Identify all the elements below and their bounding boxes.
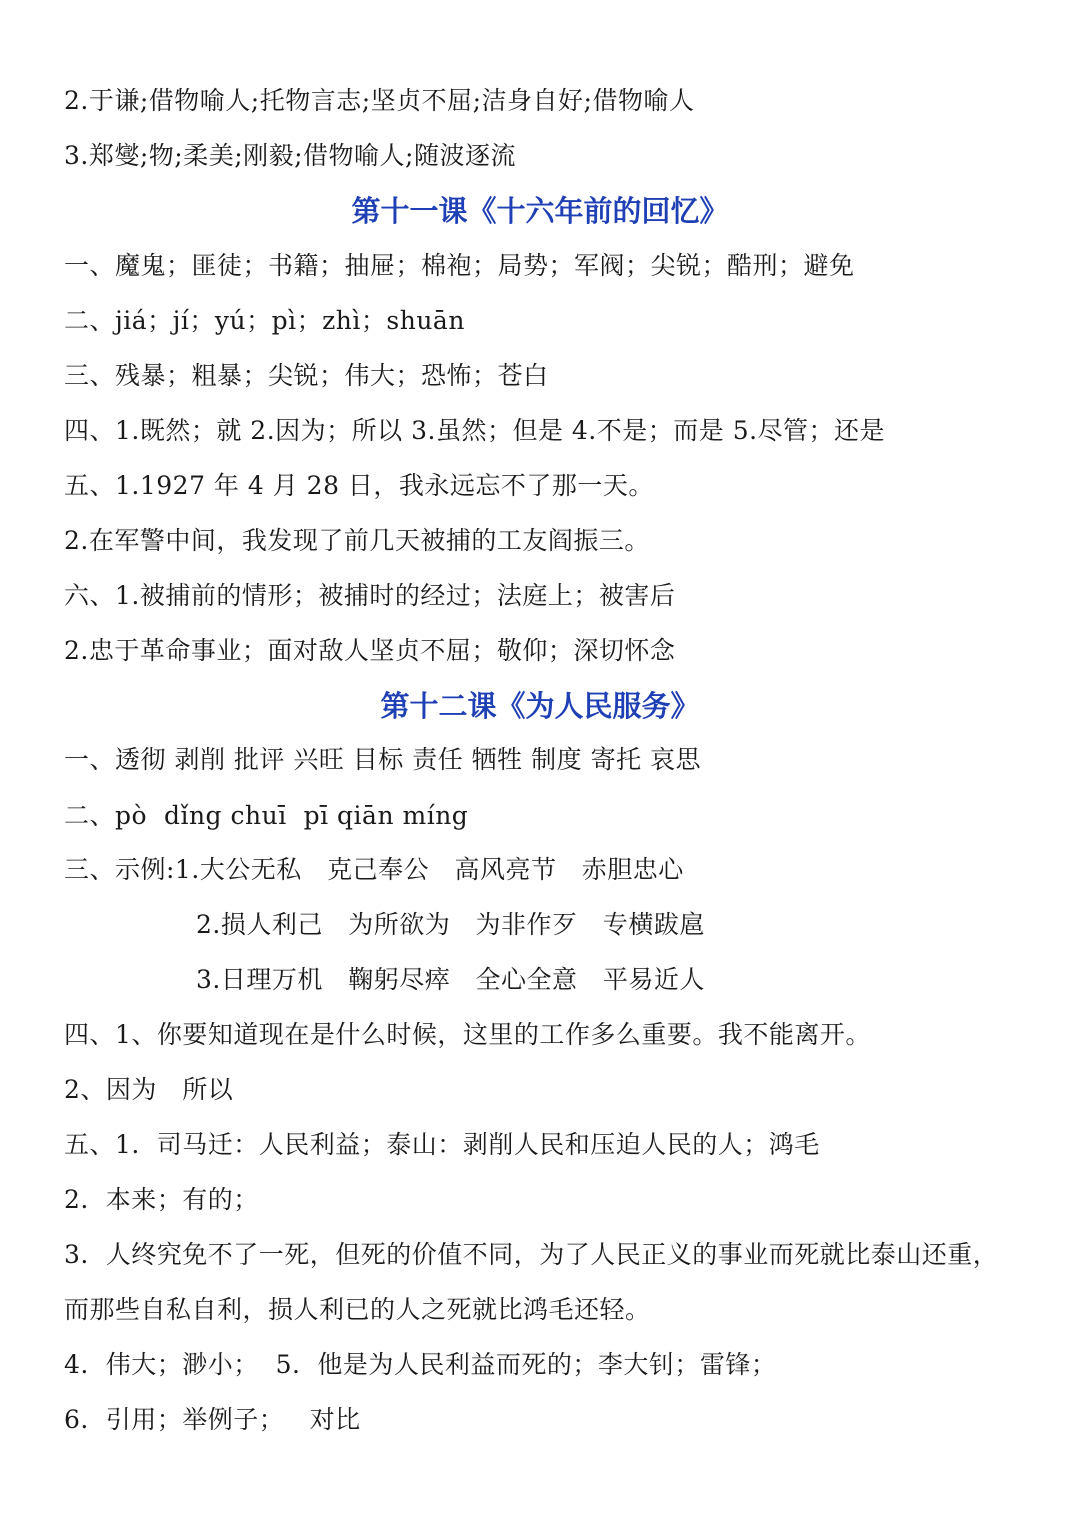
answer-line: 四、1、你要知道现在是什么时候，这里的工作多么重要。我不能离开。 bbox=[64, 1020, 871, 1049]
answer-line: 2.忠于革命事业；面对敌人坚贞不屈；敬仰；深切怀念 bbox=[64, 636, 676, 665]
lesson-11-heading: 第十一课《十六年前的回忆》 bbox=[351, 194, 729, 228]
answer-line: 2、因为 所以 bbox=[64, 1075, 234, 1104]
answer-line: 一、透彻 剥削 批评 兴旺 目标 责任 牺牲 制度 寄托 哀思 bbox=[64, 745, 702, 774]
answer-line: 五、1.1927 年 4 月 28 日，我永远忘不了那一天。 bbox=[64, 471, 654, 500]
answer-line: 2.损人利己 为所欲为 为非作歹 专横跋扈 bbox=[196, 910, 705, 939]
answer-line: 六、1.被捕前的情形；被捕时的经过；法庭上；被害后 bbox=[64, 581, 676, 610]
answer-line: 4. 伟大；渺小； 5. 他是为人民利益而死的；李大钊；雷锋； bbox=[64, 1350, 777, 1379]
answer-line: 3.郑燮;物;柔美;刚毅;借物喻人;随波逐流 bbox=[64, 141, 516, 170]
answer-line: 3.日理万机 鞠躬尽瘁 全心全意 平易近人 bbox=[196, 965, 705, 994]
answer-line: 2.于谦;借物喻人;托物言志;坚贞不屈;洁身自好;借物喻人 bbox=[64, 86, 695, 115]
answer-line: 3. 人终究免不了一死，但死的价值不同，为了人民正义的事业而死就比泰山还重， bbox=[64, 1240, 999, 1269]
answer-line: 2.在军警中间，我发现了前几天被捕的工友阎振三。 bbox=[64, 526, 650, 555]
answer-line: 三、示例:1.大公无私 克己奉公 高风亮节 赤胆忠心 bbox=[64, 855, 684, 884]
answer-line: 三、残暴；粗暴；尖锐；伟大；恐怖；苍白 bbox=[64, 361, 549, 390]
answer-line: 四、1.既然；就 2.因为；所以 3.虽然；但是 4.不是；而是 5.尽管；还是 bbox=[64, 416, 886, 445]
answer-line: 6. 引用；举例子； 对比 bbox=[64, 1405, 361, 1434]
answer-line: 二、pò dǐng chuī pī qiān míng bbox=[64, 801, 469, 830]
lesson-12-heading: 第十二课《为人民服务》 bbox=[380, 689, 700, 723]
answer-line: 而那些自私自利，损人利已的人之死就比鸿毛还轻。 bbox=[64, 1295, 651, 1324]
answer-line: 五、1. 司马迁：人民利益；泰山：剥削人民和压迫人民的人；鸿毛 bbox=[64, 1130, 820, 1159]
answer-line: 二、jiá；jí；yú；pì；zhì；shuān bbox=[64, 306, 465, 335]
answer-line: 2. 本来；有的； bbox=[64, 1185, 259, 1214]
answer-line: 一、魔鬼；匪徒；书籍；抽屉；棉袍；局势；军阀；尖锐；酷刑；避免 bbox=[64, 251, 855, 280]
